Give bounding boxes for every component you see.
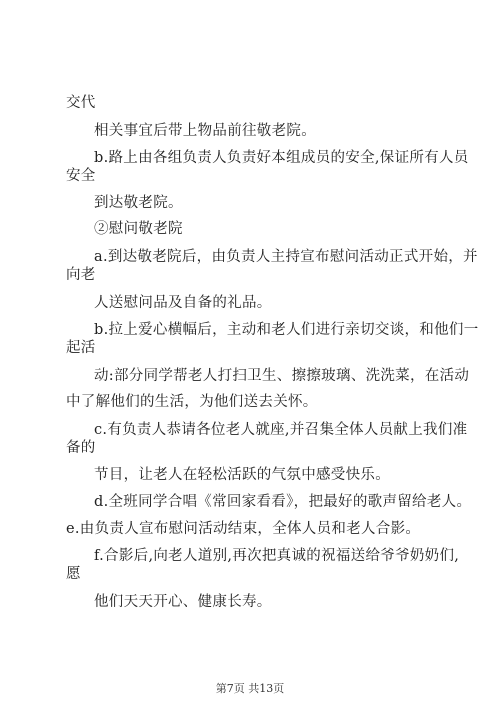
text-line: 中了解他们的生活，为他们送去关怀。	[66, 394, 318, 410]
text-line: 到达敬老院。	[94, 195, 183, 211]
text-line: 愿	[66, 566, 81, 582]
text-line: 起活	[66, 340, 96, 356]
text-line: c.有负责人恭请各位老人就座,并召集全体人员献上我们准	[94, 422, 468, 438]
text-line: 节目，让老人在轻松活跃的气氛中感受快乐。	[94, 467, 390, 483]
text-line: 安全	[66, 168, 96, 184]
text-line: b.拉上爱心横幅后，主动和老人们进行亲切交谈，和他们一	[94, 322, 479, 338]
text-line: e.由负责人宣布慰问活动结束，全体人员和老人合影。	[66, 521, 421, 537]
text-line: 他们天天开心、健康长寿。	[94, 594, 272, 610]
text-line: 相关事宜后带上物品前往敬老院。	[94, 123, 316, 139]
text-line: b.路上由各组负责人负责好本组成员的安全,保证所有人员	[94, 150, 469, 166]
page-number-footer: 第7页 共13页	[215, 682, 285, 695]
text-line: ②慰问敬老院	[94, 221, 183, 237]
text-line: f.合影后,向老人道别,再次把真诚的祝福送给爷爷奶奶们,	[94, 548, 460, 564]
text-line: 人送慰问品及自备的礼品。	[94, 295, 272, 311]
text-line: 向老	[66, 267, 96, 283]
text-line: d.全班同学合唱《常回家看看》，把最好的歌声留给老人。	[94, 494, 472, 510]
text-line: 动:部分同学帮老人打扫卫生、擦擦玻璃、洗洗菜，在活动	[94, 368, 470, 384]
text-line: 备的	[66, 440, 96, 456]
text-line: a.到达敬老院后，由负责人主持宣布慰问活动正式开始，并	[94, 249, 478, 265]
text-line: 交代	[66, 95, 96, 111]
